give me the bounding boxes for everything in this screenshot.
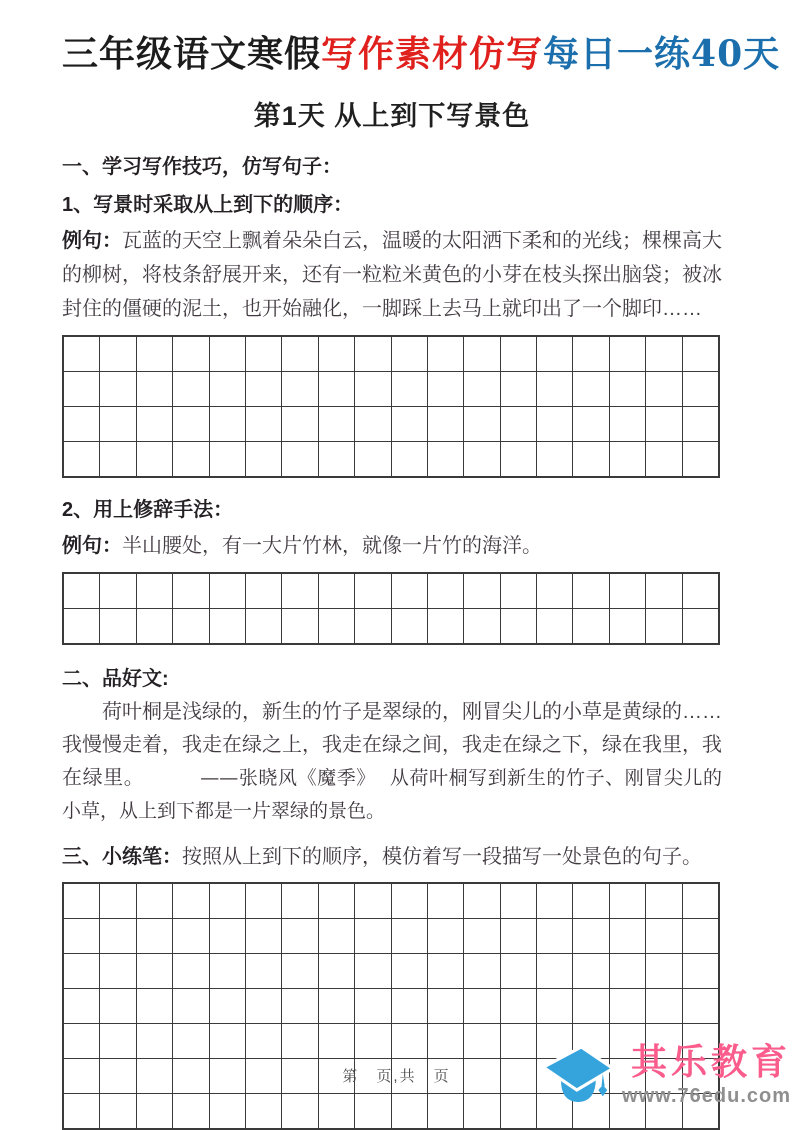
writing-cell [137, 574, 172, 608]
writing-cell [319, 442, 354, 476]
writing-cell [501, 1024, 536, 1058]
writing-cell [646, 919, 681, 953]
writing-cell [573, 407, 608, 441]
writing-cell [246, 1094, 281, 1128]
writing-cell [610, 574, 645, 608]
writing-cell [646, 989, 681, 1023]
writing-cell [683, 442, 718, 476]
writing-cell [64, 919, 99, 953]
writing-cell [392, 609, 427, 643]
writing-cell [428, 609, 463, 643]
writing-cell [428, 407, 463, 441]
writing-cell [501, 989, 536, 1023]
writing-cell [137, 372, 172, 406]
writing-cell [646, 337, 681, 371]
writing-cell [355, 337, 390, 371]
writing-cell [210, 337, 245, 371]
graduation-cap-icon [542, 1042, 618, 1114]
writing-cell [137, 954, 172, 988]
writing-cell [464, 337, 499, 371]
writing-cell [501, 919, 536, 953]
writing-cell [210, 1024, 245, 1058]
writing-cell [137, 442, 172, 476]
writing-cell [392, 1094, 427, 1128]
writing-cell [100, 1024, 135, 1058]
writing-cell [210, 919, 245, 953]
section3-text: 按照从上到下的顺序，模仿着写一段描写一处景色的句子。 [182, 846, 702, 868]
writing-cell [646, 884, 681, 918]
writing-cell [100, 919, 135, 953]
writing-cell [319, 919, 354, 953]
writing-cell [319, 407, 354, 441]
title-part-grade: 三年级语文寒假 [62, 33, 322, 75]
example1-text: 瓦蓝的天空上飘着朵朵白云，温暖的太阳洒下柔和的光线；棵棵高大的柳树，将枝条舒展开来，还有一粒粒米黄色的小芽在枝头探出脑袋；被冰封住的僵硬的泥土，也开始融化，一脚踩上去马上就印出了一个脚印…… [62, 230, 722, 320]
writing-cell [501, 884, 536, 918]
writing-cell [646, 407, 681, 441]
writing-cell [683, 407, 718, 441]
writing-cell [392, 337, 427, 371]
writing-cell [501, 574, 536, 608]
writing-cell [464, 1094, 499, 1128]
section1-heading: 一、学习写作技巧，仿写句子： [62, 156, 342, 178]
writing-cell [683, 609, 718, 643]
writing-cell [246, 574, 281, 608]
writing-cell [173, 407, 208, 441]
writing-cell [282, 337, 317, 371]
writing-cell [537, 337, 572, 371]
writing-cell [537, 609, 572, 643]
publisher-logo [542, 1040, 791, 1114]
writing-cell [464, 407, 499, 441]
writing-cell [464, 372, 499, 406]
writing-cell [173, 574, 208, 608]
writing-cell [355, 609, 390, 643]
writing-cell [392, 372, 427, 406]
writing-cell [501, 442, 536, 476]
writing-cell [282, 372, 317, 406]
writing-cell [100, 337, 135, 371]
writing-cell [246, 989, 281, 1023]
section1-sub2-heading: 2、用上修辞手法： [62, 499, 234, 521]
page-number-footer: 第 页,共 页 [342, 1068, 451, 1085]
writing-cell [573, 609, 608, 643]
logo-url: www.76edu.com [622, 1085, 791, 1107]
writing-cell [246, 954, 281, 988]
writing-cell [64, 989, 99, 1023]
writing-cell [246, 884, 281, 918]
writing-cell [319, 337, 354, 371]
writing-cell [137, 1094, 172, 1128]
writing-cell [282, 954, 317, 988]
writing-cell [173, 919, 208, 953]
writing-cell [610, 954, 645, 988]
writing-cell [173, 337, 208, 371]
writing-cell [173, 954, 208, 988]
writing-cell [646, 609, 681, 643]
writing-cell [246, 609, 281, 643]
writing-cell [246, 1024, 281, 1058]
section3-label: 三、小练笔： [62, 846, 182, 868]
writing-cell [392, 989, 427, 1023]
writing-cell [610, 884, 645, 918]
passage-text: 荷叶桐是浅绿的，新生的竹子是翠绿的，刚冒尖儿的小草是黄绿的……我慢慢走着，我走在绿之上，我走在绿之间，我走在绿之下，绿在我里，我在绿里。 [62, 701, 722, 789]
writing-cell [392, 884, 427, 918]
writing-cell [137, 407, 172, 441]
writing-cell [64, 609, 99, 643]
writing-cell [246, 919, 281, 953]
writing-cell [355, 954, 390, 988]
writing-cell [319, 574, 354, 608]
writing-cell [355, 989, 390, 1023]
writing-cell [573, 372, 608, 406]
writing-cell [537, 372, 572, 406]
writing-cell [392, 919, 427, 953]
writing-cell [464, 609, 499, 643]
writing-cell [282, 1094, 317, 1128]
writing-cell [683, 372, 718, 406]
writing-cell [282, 919, 317, 953]
writing-cell [355, 919, 390, 953]
example1-label: 例句： [62, 230, 122, 252]
writing-cell [100, 954, 135, 988]
writing-cell [210, 1094, 245, 1128]
writing-cell [428, 884, 463, 918]
writing-cell [610, 919, 645, 953]
writing-cell [173, 372, 208, 406]
writing-cell [246, 337, 281, 371]
passage-comment: 从荷叶桐写到新生的竹子、刚冒尖儿的小草，从上到下都是一片翠绿的景色。 [62, 767, 722, 822]
writing-cell [573, 954, 608, 988]
writing-cell [210, 372, 245, 406]
writing-cell [246, 372, 281, 406]
writing-cell [355, 574, 390, 608]
writing-cell [464, 989, 499, 1023]
title-part-plan: 每日一练40天 [543, 33, 781, 75]
writing-cell [319, 1024, 354, 1058]
passage-attribution: ——张晓风《魔季》 [200, 767, 376, 789]
writing-cell [501, 337, 536, 371]
writing-cell [64, 407, 99, 441]
writing-cell [573, 574, 608, 608]
writing-cell [210, 954, 245, 988]
writing-cell [173, 1024, 208, 1058]
writing-cell [355, 884, 390, 918]
writing-cell [319, 989, 354, 1023]
writing-cell [428, 989, 463, 1023]
writing-cell [464, 574, 499, 608]
writing-cell [683, 954, 718, 988]
writing-cell [464, 954, 499, 988]
writing-cell [173, 989, 208, 1023]
writing-cell [683, 884, 718, 918]
writing-cell [64, 1024, 99, 1058]
writing-cell [64, 442, 99, 476]
example-sentence-2 [62, 529, 722, 563]
writing-cell [64, 884, 99, 918]
writing-cell [573, 919, 608, 953]
writing-cell [355, 372, 390, 406]
writing-cell [573, 884, 608, 918]
writing-cell [282, 574, 317, 608]
writing-cell [428, 372, 463, 406]
writing-cell [210, 884, 245, 918]
writing-cell [319, 609, 354, 643]
logo-text-block [622, 1040, 791, 1108]
writing-cell [355, 1024, 390, 1058]
writing-cell [392, 954, 427, 988]
writing-cell [683, 574, 718, 608]
writing-cell [501, 609, 536, 643]
writing-cell [501, 372, 536, 406]
writing-cell [464, 442, 499, 476]
writing-grid-1 [62, 335, 720, 478]
writing-cell [610, 407, 645, 441]
writing-cell [173, 609, 208, 643]
section2-heading: 二、品好文: [62, 668, 169, 690]
writing-cell [537, 884, 572, 918]
writing-cell [392, 442, 427, 476]
writing-cell [64, 372, 99, 406]
writing-cell [428, 919, 463, 953]
writing-cell [100, 989, 135, 1023]
writing-cell [137, 609, 172, 643]
writing-cell [610, 337, 645, 371]
writing-cell [428, 954, 463, 988]
section3-heading [62, 841, 722, 873]
writing-cell [464, 1024, 499, 1058]
writing-cell [537, 989, 572, 1023]
writing-cell [355, 1094, 390, 1128]
writing-cell [282, 1024, 317, 1058]
writing-grid-2 [62, 572, 720, 645]
writing-cell [464, 884, 499, 918]
writing-cell [100, 574, 135, 608]
writing-cell [573, 442, 608, 476]
writing-cell [210, 989, 245, 1023]
writing-cell [173, 1094, 208, 1128]
writing-cell [319, 884, 354, 918]
writing-cell [646, 574, 681, 608]
example2-text: 半山腰处，有一大片竹林，就像一片竹的海洋。 [122, 535, 542, 557]
writing-cell [282, 609, 317, 643]
writing-cell [392, 407, 427, 441]
writing-cell [573, 989, 608, 1023]
writing-cell [137, 919, 172, 953]
writing-cell [319, 954, 354, 988]
writing-cell [64, 574, 99, 608]
writing-cell [137, 989, 172, 1023]
writing-cell [100, 609, 135, 643]
writing-cell [246, 442, 281, 476]
writing-cell [428, 574, 463, 608]
writing-cell [246, 407, 281, 441]
writing-cell [428, 337, 463, 371]
writing-cell [610, 372, 645, 406]
writing-cell [355, 442, 390, 476]
writing-cell [319, 372, 354, 406]
writing-cell [64, 954, 99, 988]
writing-cell [537, 442, 572, 476]
writing-cell [210, 609, 245, 643]
writing-cell [464, 919, 499, 953]
writing-cell [683, 919, 718, 953]
writing-cell [100, 407, 135, 441]
writing-cell [282, 989, 317, 1023]
writing-cell [428, 1094, 463, 1128]
writing-cell [173, 442, 208, 476]
writing-cell [537, 407, 572, 441]
writing-cell [173, 884, 208, 918]
writing-cell [683, 989, 718, 1023]
writing-cell [282, 884, 317, 918]
page-title [62, 28, 781, 80]
logo-name: 其乐教育 [630, 1041, 791, 1082]
writing-cell [501, 954, 536, 988]
writing-cell [355, 407, 390, 441]
writing-cell [319, 1094, 354, 1128]
title-part-topic: 写作素材仿写 [321, 33, 544, 75]
section1-sub1-heading: 1、写景时采取从上到下的顺序： [62, 194, 354, 216]
day-title: 第1天 从上到下写景色 [253, 101, 531, 131]
writing-cell [64, 1094, 99, 1128]
writing-cell [210, 574, 245, 608]
writing-cell [64, 337, 99, 371]
writing-cell [100, 442, 135, 476]
writing-cell [501, 1094, 536, 1128]
writing-cell [610, 989, 645, 1023]
writing-cell [537, 919, 572, 953]
writing-cell [646, 442, 681, 476]
writing-cell [392, 574, 427, 608]
writing-cell [610, 442, 645, 476]
writing-cell [137, 884, 172, 918]
writing-cell [501, 407, 536, 441]
writing-cell [100, 884, 135, 918]
writing-cell [100, 372, 135, 406]
writing-cell [137, 337, 172, 371]
example-sentence-1 [62, 224, 722, 326]
writing-cell [646, 954, 681, 988]
model-passage [62, 696, 722, 828]
writing-cell [683, 337, 718, 371]
writing-cell [210, 442, 245, 476]
writing-cell [428, 1024, 463, 1058]
writing-cell [646, 372, 681, 406]
writing-cell [610, 609, 645, 643]
writing-cell [573, 337, 608, 371]
writing-cell [282, 407, 317, 441]
example2-label: 例句： [62, 535, 122, 557]
writing-cell [428, 442, 463, 476]
writing-cell [537, 574, 572, 608]
writing-cell [537, 954, 572, 988]
writing-cell [100, 1094, 135, 1128]
writing-cell [282, 442, 317, 476]
writing-cell [392, 1024, 427, 1058]
writing-cell [137, 1024, 172, 1058]
writing-cell [210, 407, 245, 441]
